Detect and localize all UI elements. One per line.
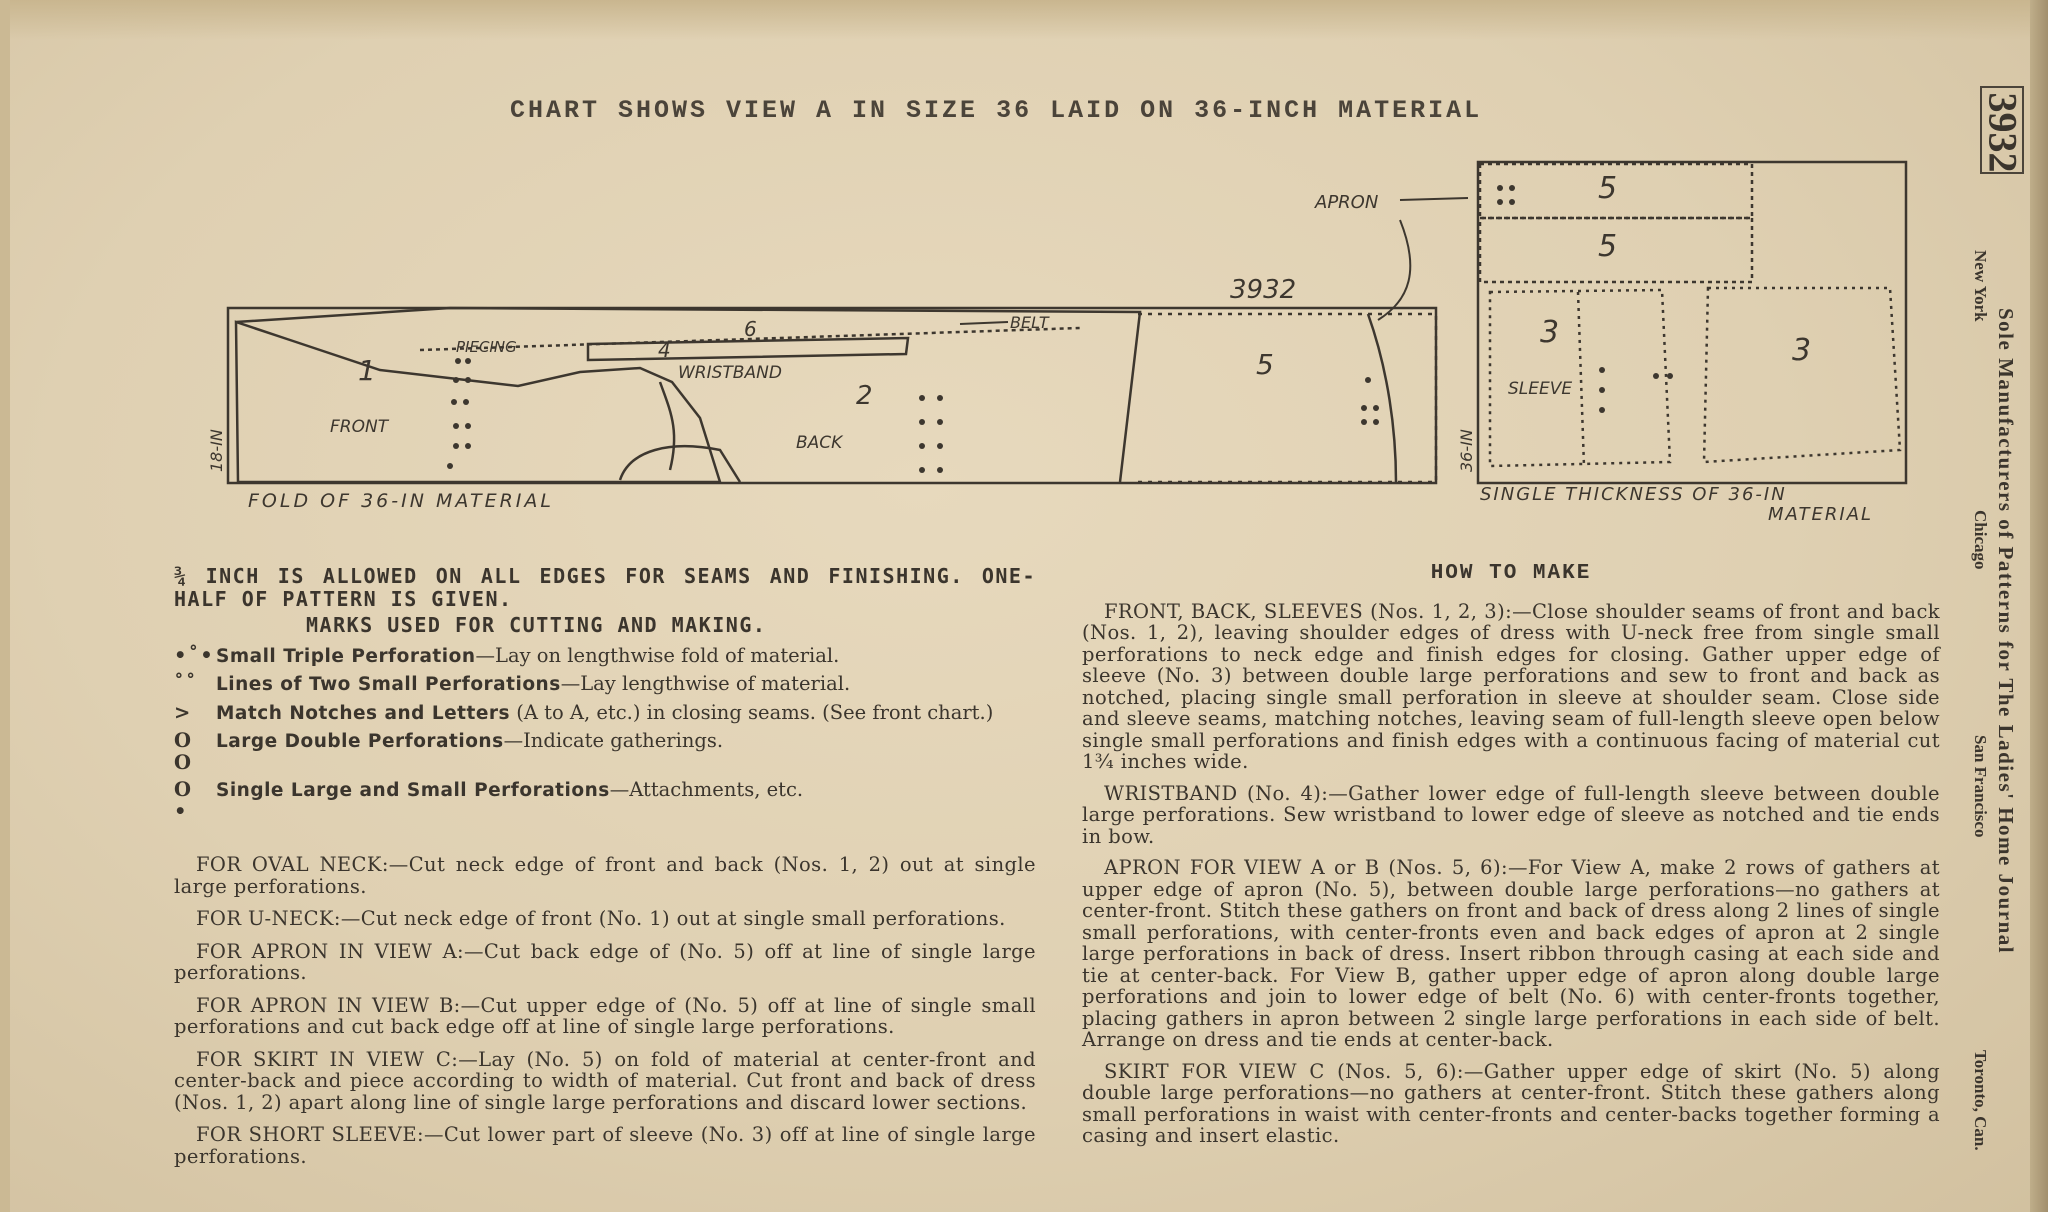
width-label-left: 18-IN bbox=[207, 429, 226, 472]
fold-label: FOLD OF 36-IN MATERIAL bbox=[248, 490, 554, 512]
piece-wristband-number: 4 bbox=[658, 338, 671, 362]
sleeve2-piece-outline bbox=[1704, 288, 1900, 462]
mark-name: Lines of Two Small Perforations bbox=[216, 674, 561, 695]
pattern-number-label: 3932 bbox=[1230, 275, 1297, 305]
short-sleeve-instruction: FOR SHORT SLEEVE:—Cut lower part of sleeve (No. 3) off at line of single large perforations. bbox=[174, 1123, 1036, 1168]
how-to-make-column bbox=[1082, 563, 1940, 1157]
front-label: FRONT bbox=[330, 417, 389, 437]
skirt-center-line bbox=[1368, 314, 1396, 482]
mark-name: Large Double Perforations bbox=[216, 731, 504, 752]
skirt-view-c-instruction: FOR SKIRT IN VIEW C:—Lay (No. 5) on fold of material at center-front and center-back and piece according to width of material. Cut front and back of dress (Nos. 1, 2) apart along line of single large perforations and discard lower sections. bbox=[174, 1047, 1036, 1114]
city-chicago: Chicago bbox=[1971, 510, 1990, 570]
fold-layout-box bbox=[228, 308, 1436, 483]
mark-description: —Indicate gatherings. bbox=[503, 729, 724, 752]
sleeve-inner-line bbox=[1578, 292, 1584, 466]
mark-description: —Attachments, etc. bbox=[609, 778, 804, 801]
piece-skirt-number: 5 bbox=[1256, 348, 1274, 381]
back-shoulder-curve bbox=[660, 382, 674, 470]
mark-description: —Lay lengthwise of material. bbox=[560, 672, 851, 695]
how-to-make-heading: HOW TO MAKE bbox=[1430, 562, 1592, 585]
skirt-piece-outline bbox=[1138, 314, 1436, 482]
piece-sleeve-number: 3 bbox=[1540, 315, 1560, 350]
u-neck-instruction: FOR U-NECK:—Cut neck edge of front (No. 1) out at single small perforations. bbox=[196, 907, 1006, 930]
seam-allowance-notice: ¾ INCH IS ALLOWED ON ALL EDGES FOR SEAMS AND FINISHING. ONE-HALF OF PATTERN IS GIVEN. bbox=[174, 564, 1036, 611]
mark-name: Single Large and Small Perforations bbox=[216, 780, 610, 801]
mark-row bbox=[174, 779, 1036, 822]
back-label: BACK bbox=[796, 433, 843, 453]
piece-apron-mid-number: 5 bbox=[1598, 229, 1618, 264]
mark-name: Small Triple Perforation bbox=[216, 645, 476, 667]
neckline-curve bbox=[620, 446, 740, 482]
envelope-fold-shadow bbox=[10, 0, 2030, 40]
piece-apron-top-number: 5 bbox=[1598, 171, 1618, 206]
mark-name: Match Notches and Letters bbox=[216, 702, 511, 724]
mark-row bbox=[174, 702, 1036, 725]
city-san-francisco: San Francisco bbox=[1971, 735, 1990, 838]
piecing-label: PIECING bbox=[456, 338, 517, 356]
pattern-number-stamp bbox=[1978, 90, 2028, 174]
mark-row bbox=[174, 730, 1036, 773]
wristband-label: WRISTBAND bbox=[678, 363, 782, 383]
apron-instruction: APRON FOR VIEW A or B (Nos. 5, 6):—For View A, make 2 rows of gathers at upper edge of apron (No. 5), between double large perforations—no gathers at center-front. Stitch these gathers on front and back of dress along 2 lines of single small perforations, with center-fronts even and back edges of apron at 2 single large perforations in back of dress. Insert ribbon through casing at each side and tie at center-back. For View B, gather upper edge of apron along double large perforations and join to lower edge of belt (No. 6) with center-fronts together, placing gathers in apron between 2 single large perforations in each side of belt. Arrange on dress and tie ends at center-back. bbox=[1082, 856, 1940, 1051]
large-double-perforation-icon: O O bbox=[174, 729, 193, 774]
piece-belt-number: 6 bbox=[744, 317, 757, 341]
skirt-instruction: SKIRT FOR VIEW C (Nos. 5, 6):—Gather upper edge of skirt (No. 5) along double large perforations—no gathers at center-front. Stitch these gathers along small perforations in waist with center-fronts and center-backs together forming a casing and insert elastic. bbox=[1082, 1059, 1940, 1147]
mark-row bbox=[174, 645, 1036, 668]
wristband-piece-outline bbox=[588, 338, 908, 360]
apron-pointer-line bbox=[1400, 198, 1468, 200]
piece-back-number: 2 bbox=[856, 381, 873, 411]
single-thickness-label-2: MATERIAL bbox=[1768, 504, 1874, 525]
apron-view-b-instruction: FOR APRON IN VIEW B:—Cut upper edge of (No. 5) off at line of single small perforations and cut back edge off at line of single large perforations. bbox=[174, 993, 1036, 1038]
width-label-right: 36-IN bbox=[1457, 429, 1476, 472]
wristband-instruction: WRISTBAND (No. 4):—Gather lower edge of full-length sleeve between double large perforations. Sew wristband to lower edge of sleeve as notched and tie ends in bow. bbox=[1082, 781, 1940, 848]
pattern-number-text: 3932 bbox=[1980, 92, 2026, 172]
manufacturer-imprint: Sole Manufacturers of Patterns for The Ladies' Home Journal bbox=[1994, 308, 2018, 955]
belt-label: BELT bbox=[1010, 313, 1049, 332]
piece-sleeve2-number: 3 bbox=[1792, 333, 1812, 368]
notch-icon: > bbox=[174, 700, 193, 724]
city-toronto: Toronto, Can. bbox=[1971, 1050, 1990, 1151]
two-small-perforations-icon: ˚˚ bbox=[174, 672, 198, 695]
single-large-small-perforation-icon: O • bbox=[174, 778, 193, 823]
cutting-instructions-column bbox=[174, 565, 1036, 1178]
mark-row bbox=[174, 673, 1036, 696]
envelope-right-edge bbox=[2030, 0, 2048, 1212]
piece-front-number: 1 bbox=[358, 354, 376, 387]
small-triple-perforation-icon: •˚• bbox=[174, 643, 215, 667]
sleeve-label: SLEEVE bbox=[1508, 379, 1573, 399]
belt-pointer-line bbox=[960, 322, 1008, 324]
apron-label: APRON bbox=[1315, 192, 1379, 213]
mark-description: (A to A, etc.) in closing seams. (See front chart.) bbox=[510, 700, 994, 724]
chart-title: CHART SHOWS VIEW A IN SIZE 36 LAID ON 36-INCH MATERIAL bbox=[510, 96, 1483, 125]
marks-heading: MARKS USED FOR CUTTING AND MAKING. bbox=[306, 613, 767, 637]
apron-pointer-curve bbox=[1378, 220, 1410, 320]
city-new-york: New York bbox=[1971, 250, 1990, 322]
single-thickness-label: SINGLE THICKNESS OF 36-IN bbox=[1480, 484, 1787, 505]
mark-description: —Lay on lengthwise fold of material. bbox=[475, 643, 840, 667]
cutting-layout-diagram bbox=[200, 150, 1920, 535]
front-back-piece-outline bbox=[236, 308, 1140, 482]
front-back-sleeves-instruction: FRONT, BACK, SLEEVES (Nos. 1, 2, 3):—Close shoulder seams of front and back (Nos. 1, 2), leaving shoulder edges of dress with U-neck free from single small perforations to neck edge and finish edges for closing. Gather upper edge of sleeve (No. 3) between double large perforations and sew to front and back as notched, placing single small perforation in sleeve at shoulder seam. Close side and sleeve seams, matching notches, leaving seam of full-length sleeve open below single small perforations and finish edges with a continuous facing of material cut 1¾ inches wide. bbox=[1082, 599, 1940, 773]
apron-view-a-instruction: FOR APRON IN VIEW A:—Cut back edge of (No. 5) off at line of single large perforations. bbox=[174, 939, 1036, 984]
oval-neck-instruction: FOR OVAL NECK:—Cut neck edge of front and back (Nos. 1, 2) out at single large perforations. bbox=[174, 853, 1036, 898]
